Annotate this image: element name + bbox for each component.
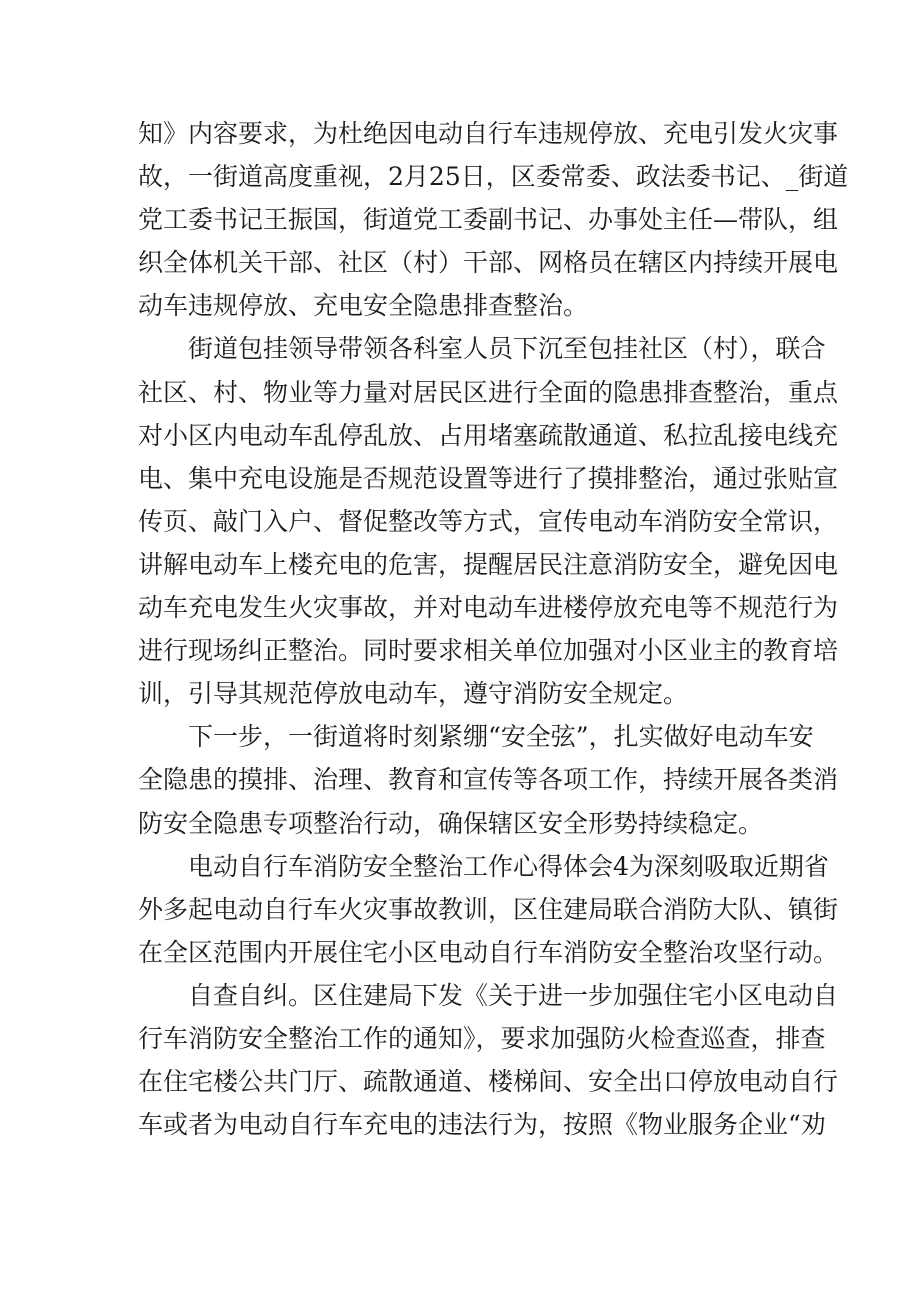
text-line: 下一步，一街道将时刻紧绷“安全弦”，扎实做好电动车安 [188,722,814,752]
text-line: 行车消防安全整治工作的通知》，要求加强防火检查巡查，排查 [138,1023,826,1053]
text-line: 社区、村、物业等力量对居民区进行全面的隐患排查整治，重点 [138,377,839,407]
paragraph-1 [138,112,849,327]
text-line: 故，一街道高度重视，2月25日，区委常委、政法委书记、_街道 [138,162,849,192]
text-line: 防安全隐患专项整治行动，确保辖区安全形势持续稳定。 [138,808,764,838]
text-line: 织全体机关干部、社区（村）干部、网格员在辖区内持续开展电 [138,248,839,278]
document-body [138,112,849,1146]
text-line: 传页、敲门入户、督促整改等方式，宣传电动车消防安全常识， [138,506,839,536]
text-line: 进行现场纠正整治。同时要求相关单位加强对小区业主的教育培 [138,636,839,666]
text-line: 自查自纠。区住建局下发《关于进一步加强住宅小区电动自 [188,980,839,1010]
text-line: 讲解电动车上楼充电的危害，提醒居民注意消防安全，避免因电 [138,549,839,579]
paragraph-3 [138,715,839,844]
paragraph-4 [138,845,839,974]
text-line: 电、集中充电设施是否规范设置等进行了摸排整治，通过张贴宣 [138,463,839,493]
text-line: 动车违规停放、充电安全隐患排查整治。 [138,291,589,321]
text-line: 动车充电发生火灾事故，并对电动车进楼停放充电等不规范行为 [138,593,839,623]
text-line: 在住宅楼公共门厅、疏散通道、楼梯间、安全出口停放电动自行 [138,1067,839,1097]
text-line: 在全区范围内开展住宅小区电动自行车消防安全整治攻坚行动。 [138,937,839,967]
paragraph-2 [138,327,839,715]
text-line: 知》内容要求，为杜绝因电动自行车违规停放、充电引发火灾事 [138,119,839,148]
text-line: 对小区内电动车乱停乱放、占用堵塞疏散通道、私拉乱接电线充 [138,420,839,450]
text-line: 电动自行车消防安全整治工作心得体会4为深刻吸取近期省 [188,851,829,881]
text-line: 党工委书记王振国，街道党工委副书记、办事处主任—带队，组 [138,205,839,235]
text-line: 全隐患的摸排、治理、教育和宣传等各项工作，持续开展各类消 [138,765,839,795]
paragraph-5 [138,974,839,1146]
text-line: 街道包挂领导带领各科室人员下沉至包挂社区（村），联合 [188,334,826,364]
text-line: 外多起电动自行车火灾事故教训，区住建局联合消防大队、镇街 [138,894,839,924]
text-line: 训，引导其规范停放电动车，遵守消防安全规定。 [138,679,689,709]
text-line: 车或者为电动自行车充电的违法行为，按照《物业服务企业“劝 [138,1110,826,1140]
